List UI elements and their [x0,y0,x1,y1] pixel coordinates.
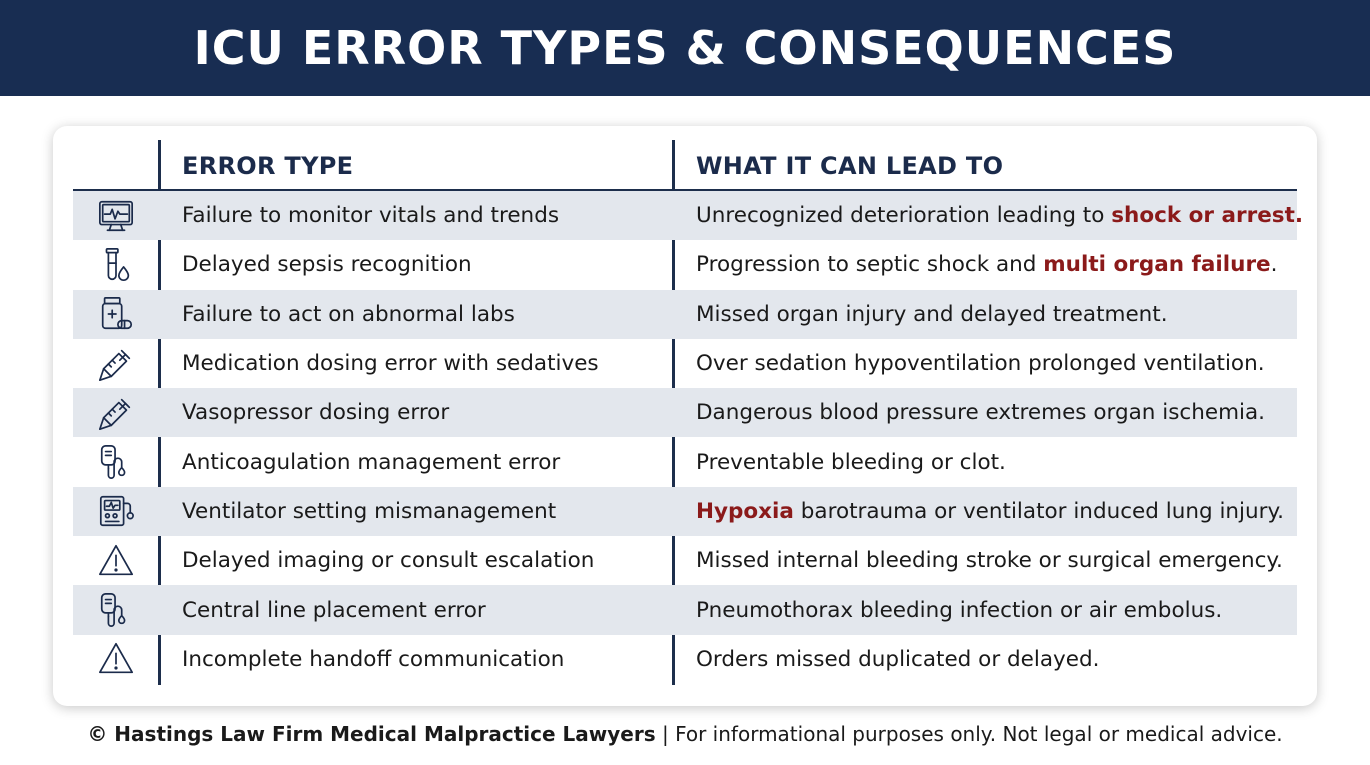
consequence-cell [696,536,1283,585]
footer-firm: © Hastings Law Firm Medical Malpractice Lawyers [87,722,656,746]
footer-disclaimer: For informational purposes only. Not legal or medical advice. [675,722,1283,746]
error-table-card [53,126,1317,706]
consequence-text-end: barotrauma or ventilator induced lung injury. [793,498,1284,524]
table-row [73,388,1297,437]
column-header-consequence: WHAT IT CAN LEAD TO [696,151,1004,180]
table-row [73,339,1297,388]
consequence-cell [696,388,1265,437]
error-type-cell: Delayed sepsis recognition [182,252,472,278]
warning-icon [73,635,159,684]
consequence-text: Missed organ injury and delayed treatment. [696,301,1168,327]
table-body [73,191,1304,684]
error-type-cell: Vasopressor dosing error [182,400,450,426]
table-row [73,437,1297,486]
error-type-cell: Medication dosing error with sedatives [182,351,599,377]
table-row [73,191,1304,240]
consequence-text: Pneumothorax bleeding infection or air embolus. [696,597,1223,623]
iv-bag-icon [73,585,159,634]
table-row [73,536,1297,585]
consequence-highlight: shock or arrest. [1111,203,1304,229]
consequence-cell [696,487,1284,536]
consequence-cell [696,437,1006,486]
page-title: ICU ERROR TYPES & CONSEQUENCES [193,21,1177,75]
error-type-cell: Ventilator setting mismanagement [182,498,557,524]
error-type-cell: Failure to monitor vitals and trends [182,203,560,229]
consequence-text: Preventable bleeding or clot. [696,449,1006,475]
iv-bag-icon [73,437,159,486]
consequence-cell [696,585,1222,634]
consequence-cell [696,290,1168,339]
warning-icon [73,536,159,585]
consequence-text: Orders missed duplicated or delayed. [696,646,1100,672]
table-header [73,140,1297,191]
column-header-error-type: ERROR TYPE [182,151,354,180]
table-row [73,635,1297,684]
table-row [73,240,1297,289]
consequence-text: Over sedation hypoventilation prolonged ventilation. [696,351,1265,377]
consequence-cell [696,191,1303,240]
consequence-cell [696,240,1277,289]
heart-monitor-icon [73,191,159,240]
error-type-cell: Incomplete handoff communication [182,646,565,672]
error-type-cell: Central line placement error [182,597,486,623]
test-tube-icon [73,240,159,289]
footer [0,722,1370,746]
title-banner [0,0,1370,96]
error-type-cell: Anticoagulation management error [182,449,561,475]
consequence-highlight: Hypoxia [696,498,794,524]
pill-bottle-icon [73,290,159,339]
table-row [73,290,1297,339]
syringe-icon [73,388,159,437]
error-type-cell: Failure to act on abnormal labs [182,301,515,327]
footer-separator: | [655,722,676,746]
consequence-text-end: . [1270,252,1278,278]
consequence-text: Dangerous blood pressure extremes organ ischemia. [696,400,1266,426]
ventilator-icon [73,487,159,536]
consequence-cell [696,635,1099,684]
consequence-text: Progression to septic shock and [696,252,1044,278]
table-row [73,487,1297,536]
consequence-cell [696,339,1265,388]
syringe-icon [73,339,159,388]
consequence-highlight: multi organ failure [1043,252,1271,278]
error-type-cell: Delayed imaging or consult escalation [182,548,595,574]
consequence-text: Unrecognized deterioration leading to [696,203,1112,229]
consequence-text: Missed internal bleeding stroke or surgical emergency. [696,548,1283,574]
error-table [73,140,1304,684]
table-row [73,585,1297,634]
